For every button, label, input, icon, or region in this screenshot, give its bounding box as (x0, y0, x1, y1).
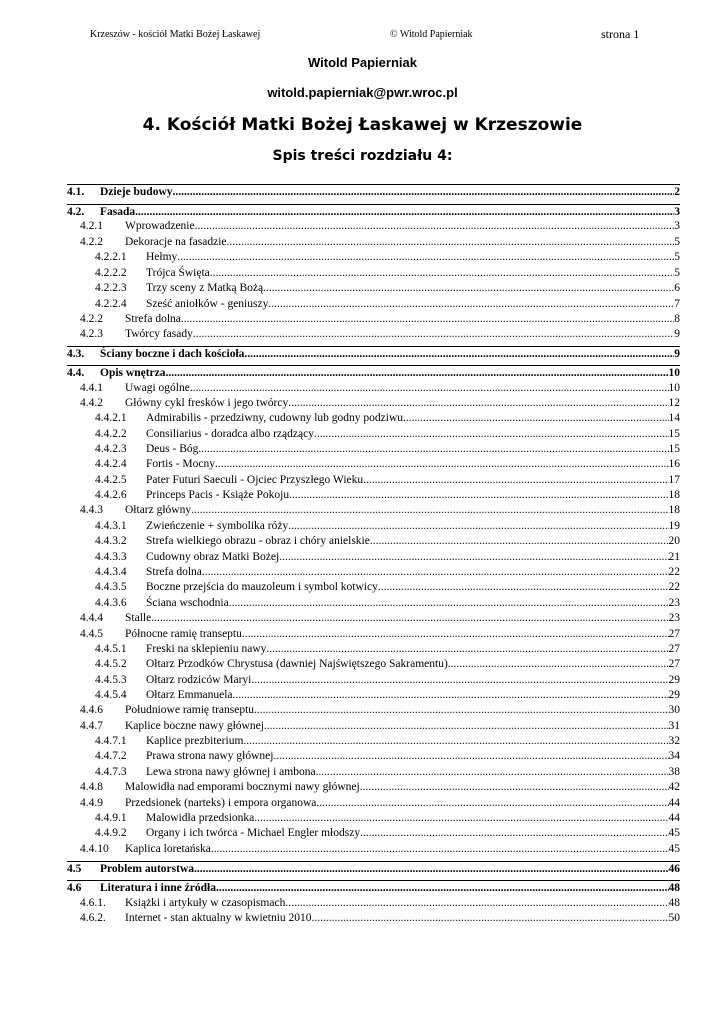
toc-entry-label: Ołtarz główny (125, 504, 192, 516)
toc-dot-leader (360, 826, 668, 841)
toc-entry-page: 2 (674, 186, 680, 198)
toc-entry[interactable] (67, 861, 680, 877)
chapter-title: 4. Kościół Matki Bożej Łaskawej w Krzeszowie (142, 115, 583, 135)
toc-entry-label: Ołtarz Emmanuela (146, 689, 233, 701)
toc-entry-number: 4.5 (67, 863, 82, 875)
toc-entry-number: 4.4.2.2 (95, 428, 127, 440)
toc-heading: Spis treści rozdziału 4: (272, 148, 453, 164)
toc-dot-leader (316, 796, 668, 811)
toc-entry[interactable] (67, 627, 680, 642)
toc-entry-label: Boczne przejścia do mauzoleum i symbol kotwicy (146, 581, 378, 593)
toc-dot-leader (263, 281, 674, 296)
toc-dot-leader (254, 811, 668, 826)
toc-entry-page: 6 (674, 282, 680, 294)
toc-entry-label: Przedsionek (narteks) i empora organowa (125, 797, 317, 809)
toc-entry-label: Północne ramię transeptu (125, 628, 242, 640)
toc-entry[interactable] (67, 611, 680, 626)
toc-entry-label: Organy i ich twórca - Michael Engler młodszy (146, 827, 361, 839)
toc-entry-label: Strefa wielkiego obrazu - obraz i chóry anielskie (146, 535, 370, 547)
toc-entry-number: 4.4.3.4 (95, 566, 127, 578)
toc-entry-label: Princeps Pacis - Książe Pokoju (146, 489, 290, 501)
toc-entry-number: 4.2.2.2 (95, 267, 127, 279)
toc-entry-label: Malowidła przedsionka (146, 812, 255, 824)
toc-entry-label: Internet - stan aktualny w kwietniu 2010 (125, 912, 312, 924)
toc-entry[interactable] (67, 880, 680, 896)
toc-entry-page: 32 (668, 735, 680, 747)
toc-entry-label: Ściany boczne i dach kościoła (100, 348, 245, 360)
toc-entry-number: 4.4.4 (80, 612, 103, 624)
toc-entry-page: 19 (668, 520, 680, 532)
toc-dot-leader (202, 565, 669, 580)
toc-entry-label: Strefa dolna (125, 313, 181, 325)
toc-dot-leader (191, 503, 668, 518)
toc-entry-page: 10 (668, 382, 680, 394)
toc-entry-page: 44 (668, 797, 680, 809)
toc-entry-page: 23 (668, 597, 680, 609)
toc-entry-label: Kaplice prezbiterium (146, 735, 244, 747)
toc-entry-number: 4.2.2.1 (95, 251, 127, 263)
toc-entry-number: 4.4.5.2 (95, 658, 127, 670)
toc-dot-leader (165, 366, 668, 381)
toc-entry-label: Trzy sceny z Matką Bożą (146, 282, 264, 294)
toc-entry-number: 4.2.2.3 (95, 282, 127, 294)
toc-dot-leader (229, 596, 669, 611)
toc-entry[interactable] (67, 219, 680, 234)
toc-entry-page: 23 (668, 612, 680, 624)
toc-entry[interactable] (67, 346, 680, 362)
toc-dot-leader (193, 327, 674, 342)
toc-entry[interactable] (67, 811, 680, 826)
toc-dot-leader (264, 719, 669, 734)
toc-dot-leader (378, 580, 669, 595)
toc-entry-page: 27 (668, 658, 680, 670)
toc-entry-number: 4.4.9.1 (95, 812, 127, 824)
toc-entry-number: 4.4.7 (80, 720, 103, 732)
toc-entry-label: Fortis - Mocny (146, 458, 215, 470)
toc-dot-leader (210, 266, 674, 281)
toc-entry-page: 17 (668, 474, 680, 486)
toc-entry[interactable] (67, 327, 680, 342)
author-email: witold.papierniak@pwr.wroc.pl (267, 85, 458, 100)
toc-entry[interactable] (67, 826, 680, 841)
toc-entry-page: 3 (674, 220, 680, 232)
toc-entry-page: 18 (668, 504, 680, 516)
toc-entry[interactable] (67, 688, 680, 703)
toc-entry-page: 45 (668, 843, 680, 855)
toc-entry-label: Literatura i inne źródła (100, 882, 216, 894)
toc-entry-number: 4.4.7.3 (95, 766, 127, 778)
toc-entry-number: 4.4.7.2 (95, 750, 127, 762)
toc-entry-page: 46 (668, 863, 680, 875)
toc-entry-number: 4.4.5.3 (95, 674, 127, 686)
toc-entry-page: 27 (668, 628, 680, 640)
toc-entry-page: 29 (668, 674, 680, 686)
toc-entry-page: 22 (668, 581, 680, 593)
toc-entry-label: Dekoracje na fasadzie (125, 236, 227, 248)
toc-entry-page: 15 (668, 428, 680, 440)
toc-dot-leader (273, 749, 668, 764)
toc-dot-leader (242, 627, 669, 642)
toc-entry[interactable] (67, 457, 680, 472)
toc-dot-leader (288, 396, 668, 411)
toc-entry[interactable] (67, 297, 680, 312)
toc-entry[interactable] (67, 396, 680, 411)
toc-entry-label: Freski na sklepieniu nawy (146, 643, 267, 655)
toc-entry-number: 4.4.3.3 (95, 551, 127, 563)
toc-dot-leader (268, 297, 674, 312)
header-page-number: strona 1 (601, 27, 640, 41)
toc-entry[interactable] (67, 281, 680, 296)
toc-dot-leader (279, 550, 668, 565)
toc-entry-label: Deus - Bóg (146, 443, 199, 455)
toc-dot-leader (135, 205, 674, 220)
toc-entry[interactable] (67, 642, 680, 657)
toc-dot-leader (285, 896, 668, 911)
toc-entry-number: 4.2.2 (80, 236, 103, 248)
toc-entry[interactable] (67, 765, 680, 780)
toc-entry[interactable] (67, 657, 680, 672)
toc-dot-leader (215, 457, 669, 472)
toc-dot-leader (254, 703, 668, 718)
toc-entry-number: 4.4.2.6 (95, 489, 127, 501)
toc-entry[interactable] (67, 596, 680, 611)
toc-dot-leader (289, 488, 668, 503)
toc-entry-page: 38 (668, 766, 680, 778)
toc-entry-number: 4.4.5.1 (95, 643, 127, 655)
toc-entry-number: 4.2.1 (80, 220, 103, 232)
toc-entry-page: 3 (674, 206, 680, 218)
toc-dot-leader (190, 381, 669, 396)
toc-entry-label: Południowe ramię transeptu (125, 704, 255, 716)
toc-dot-leader (312, 911, 669, 926)
toc-entry-number: 4.4.7.1 (95, 735, 127, 747)
toc-dot-leader (243, 734, 668, 749)
toc-entry[interactable] (67, 550, 680, 565)
toc-dot-leader (151, 611, 668, 626)
toc-dot-leader (177, 250, 674, 265)
toc-dot-leader (314, 427, 669, 442)
toc-entry-number: 4.4.9 (80, 797, 103, 809)
toc-dot-leader (233, 688, 669, 703)
toc-entry-label: Ołtarz Przodków Chrystusa (dawniej Najświętszego Sakramentu) (146, 658, 448, 670)
toc-entry-page: 42 (668, 781, 680, 793)
toc-entry[interactable] (67, 473, 680, 488)
toc-entry-label: Ołtarz rodziców Maryi (146, 674, 252, 686)
toc-entry-page: 12 (668, 397, 680, 409)
toc-entry-page: 14 (668, 412, 680, 424)
toc-dot-leader (316, 765, 669, 780)
toc-entry[interactable] (67, 266, 680, 281)
toc-entry[interactable] (67, 534, 680, 549)
toc-dot-leader (266, 642, 668, 657)
toc-entry-number: 4.4.5 (80, 628, 103, 640)
toc-entry-label: Ściana wschodnia (146, 597, 229, 609)
toc-entry-label: Admirabilis - przedziwny, cudowny lub godny podziwu (146, 412, 403, 424)
toc-entry-label: Hełmy (146, 251, 178, 263)
toc-entry-number: 4.4.6 (80, 704, 103, 716)
toc-entry-number: 4.4.2 (80, 397, 103, 409)
toc-entry-number: 4.4.5.4 (95, 689, 127, 701)
toc-entry-label: Trójca Święta (146, 267, 210, 279)
toc-entry-number: 4.4.3.5 (95, 581, 127, 593)
toc-entry-label: Kaplice boczne nawy głównej (125, 720, 264, 732)
toc-entry-number: 4.2. (67, 206, 85, 218)
toc-entry[interactable] (67, 250, 680, 265)
toc-entry-number: 4.4.8 (80, 781, 103, 793)
toc-entry[interactable] (67, 488, 680, 503)
toc-entry-page: 31 (668, 720, 680, 732)
toc-entry[interactable] (67, 719, 680, 734)
toc-entry[interactable] (67, 842, 680, 857)
author-name: Witold Papierniak (308, 55, 417, 70)
toc-entry-label: Strefa dolna (146, 566, 202, 578)
toc-entry-number: 4.4. (67, 367, 85, 379)
toc-entry-page: 22 (668, 566, 680, 578)
toc-entry[interactable] (67, 235, 680, 250)
toc-entry-label: Consiliarius - doradca albo rządzący (146, 428, 314, 440)
toc-entry-number: 4.4.3 (80, 504, 103, 516)
toc-entry-number: 4.4.1 (80, 382, 103, 394)
toc-entry-label: Kaplica loretańska (125, 843, 211, 855)
toc-entry-label: Zwieńczenie + symbolika róży (146, 520, 289, 532)
toc-entry-number: 4.4.9.2 (95, 827, 127, 839)
toc-entry-label: Dzieje budowy (100, 186, 173, 198)
toc-entry-label: Uwagi ogólne (125, 382, 190, 394)
toc-entry-label: Lewa strona nawy głównej i ambona (146, 766, 316, 778)
toc-dot-leader (288, 519, 668, 534)
toc-entry[interactable] (67, 580, 680, 595)
toc-entry-number: 4.4.3.2 (95, 535, 127, 547)
toc-dot-leader (360, 780, 669, 795)
toc-entry[interactable] (67, 442, 680, 457)
toc-dot-leader (198, 442, 668, 457)
toc-entry-page: 48 (668, 897, 680, 909)
toc-entry[interactable] (67, 204, 680, 220)
toc-entry-label: Malowidła nad emporami bocznymi nawy głównej (125, 781, 360, 793)
toc-entry[interactable] (67, 565, 680, 580)
toc-entry-page: 15 (668, 443, 680, 455)
toc-dot-leader (251, 673, 668, 688)
toc-entry-label: Cudowny obraz Matki Bożej (146, 551, 280, 563)
toc-entry[interactable] (67, 503, 680, 518)
toc-dot-leader (363, 473, 668, 488)
toc-dot-leader (370, 534, 669, 549)
toc-entry-label: Główny cykl fresków i jego twórcy (125, 397, 289, 409)
toc-entry-label: Twórcy fasady (125, 328, 193, 340)
toc-entry-number: 4.2.2 (80, 313, 103, 325)
toc-entry-label: Wprowadzenie (125, 220, 195, 232)
toc-entry-number: 4.4.2.4 (95, 458, 127, 470)
toc-entry-page: 50 (668, 912, 680, 924)
toc-entry-page: 10 (668, 367, 680, 379)
toc-entry-page: 7 (674, 298, 680, 310)
toc-entry-label: Prawa strona nawy głównej (146, 750, 274, 762)
toc-entry-label: Sześć aniołków - geniuszy (146, 298, 269, 310)
toc-entry-page: 48 (668, 882, 680, 894)
toc-entry-number: 4.4.3.6 (95, 597, 127, 609)
toc-entry-page: 9 (674, 328, 680, 340)
toc-dot-leader (244, 347, 674, 362)
toc-entry-page: 45 (668, 827, 680, 839)
toc-entry-number: 4.6.2. (80, 912, 106, 924)
toc-entry-page: 9 (674, 348, 680, 360)
toc-entry-label: Fasada (100, 206, 136, 218)
toc-entry-page: 5 (674, 236, 680, 248)
toc-entry-page: 44 (668, 812, 680, 824)
toc-dot-leader (194, 862, 668, 877)
toc-entry-page: 30 (668, 704, 680, 716)
toc-entry[interactable] (67, 411, 680, 426)
toc-entry[interactable] (67, 780, 680, 795)
toc-entry-page: 5 (674, 251, 680, 263)
toc-entry-label: Opis wnętrza (100, 367, 166, 379)
toc-entry-number: 4.2.3 (80, 328, 103, 340)
toc-entry-page: 8 (674, 313, 680, 325)
toc-entry[interactable] (67, 427, 680, 442)
toc-entry-page: 29 (668, 689, 680, 701)
toc-entry-page: 5 (674, 267, 680, 279)
toc-entry-page: 18 (668, 489, 680, 501)
toc-entry[interactable] (67, 312, 680, 327)
toc-dot-leader (211, 842, 669, 857)
toc-entry[interactable] (67, 896, 680, 911)
toc-entry-number: 4.1. (67, 186, 85, 198)
toc-entry-number: 4.4.3.1 (95, 520, 127, 532)
toc-entry[interactable] (67, 796, 680, 811)
toc-entry-page: 20 (668, 535, 680, 547)
toc-entry[interactable] (67, 734, 680, 749)
toc-entry-label: Pater Futuri Saeculi - Ojciec Przyszłego Wieku (146, 474, 364, 486)
toc-dot-leader (195, 219, 675, 234)
toc-entry[interactable] (67, 673, 680, 688)
toc-entry[interactable] (67, 381, 680, 396)
toc-entry[interactable] (67, 365, 680, 381)
toc-entry-page: 34 (668, 750, 680, 762)
header-document-title: Krzeszów - kościół Matki Bożej Łaskawej (90, 29, 261, 40)
toc-entry-page: 16 (668, 458, 680, 470)
toc-dot-leader (181, 312, 674, 327)
toc-entry-label: Stalle (125, 612, 152, 624)
toc-dot-leader (216, 881, 669, 896)
toc-entry-number: 4.2.2.4 (95, 298, 127, 310)
toc-entry-number: 4.3. (67, 348, 85, 360)
toc-entry[interactable] (67, 703, 680, 718)
toc-dot-leader (403, 411, 669, 426)
toc-entry[interactable] (67, 184, 680, 200)
toc-entry-label: Książki i artykuły w czasopismach (125, 897, 286, 909)
toc-entry-number: 4.4.2.5 (95, 474, 127, 486)
toc-entry-label: Problem autorstwa (100, 863, 195, 875)
toc-entry-number: 4.4.2.1 (95, 412, 127, 424)
toc-entry-page: 21 (668, 551, 680, 563)
toc-entry-number: 4.6 (67, 882, 82, 894)
toc-entry-page: 27 (668, 643, 680, 655)
toc-entry[interactable] (67, 749, 680, 764)
toc-entry-number: 4.6.1. (80, 897, 106, 909)
header-copyright: © Witold Papierniak (390, 29, 473, 40)
toc-dot-leader (173, 185, 675, 200)
toc-dot-leader (448, 657, 669, 672)
toc-dot-leader (227, 235, 675, 250)
toc-entry[interactable] (67, 911, 680, 926)
toc-entry[interactable] (67, 519, 680, 534)
toc-entry-number: 4.4.10 (80, 843, 109, 855)
toc-entry-number: 4.4.2.3 (95, 443, 127, 455)
